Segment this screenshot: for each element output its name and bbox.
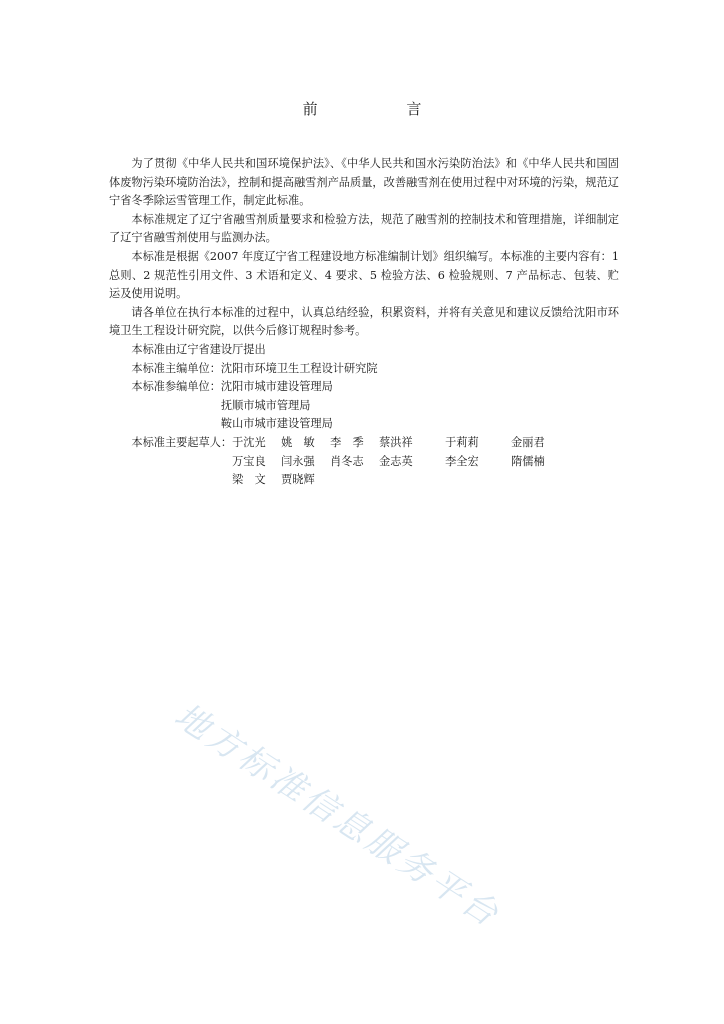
drafters-row bbox=[109, 434, 619, 490]
drafter-name: 金丽君 bbox=[511, 435, 545, 449]
drafter-name: 于莉莉 bbox=[445, 435, 479, 449]
page-title: 前 言 bbox=[302, 100, 464, 118]
drafter-name: 姚 敏 bbox=[281, 435, 315, 449]
drafter-name: 金志英 bbox=[379, 454, 413, 468]
co-editor-unit: 沈阳市城市建设管理局 bbox=[220, 380, 333, 394]
drafter-name: 万宝良 bbox=[232, 454, 266, 468]
drafter-name: 闫永强 bbox=[281, 454, 315, 468]
drafter-name: 李 季 bbox=[330, 435, 364, 449]
drafters-list bbox=[232, 434, 571, 490]
foreword-body bbox=[109, 155, 619, 490]
watermark: 地方标准信息服务平台 bbox=[167, 695, 508, 937]
chief-editor-row bbox=[109, 360, 619, 379]
co-editors-list bbox=[221, 378, 333, 434]
paragraph-purpose: 为了贯彻《中华人民共和国环境保护法》、《中华人民共和国水污染防治法》和《中华人民共和国固体废物污染环境防治法》，控制和提高融雪剂产品质量，改善融雪剂在使用过程中对环境的污染，规范辽宁省冬季除运雪管理工作，制定此标准。 bbox=[109, 157, 619, 208]
paragraph-scope: 本标准规定了辽宁省融雪剂质量要求和检验方法，规范了融雪剂的控制技术和管理措施，详细制定了辽宁省融雪剂使用与监测办法。 bbox=[109, 212, 619, 245]
paragraph-basis: 本标准是根据《2007 年度辽宁省工程建设地方标准编制计划》组织编写。本标准的主要内容有：1 总则、2 规范性引用文件、3 术语和定义、4 要求、5 检验方法、6 检验规则、7 产品标志、包装、贮运及使用说明。 bbox=[109, 249, 619, 301]
paragraph-feedback: 请各单位在执行本标准的过程中，认真总结经验，积累资料，并将有关意见和建议反馈给沈阳市环境卫生工程设计研究院，以供今后修订规程时参考。 bbox=[109, 305, 619, 338]
drafter-name: 李全宏 bbox=[445, 454, 479, 468]
chief-editor-value: 沈阳市环境卫生工程设计研究院 bbox=[220, 361, 378, 375]
drafters-label: 本标准主要起草人： bbox=[131, 435, 233, 449]
drafter-name: 蔡洪祥 bbox=[379, 435, 413, 449]
drafter-name: 隋儒楠 bbox=[511, 454, 545, 468]
co-editor-unit: 抚顺市城市管理局 bbox=[220, 398, 311, 412]
drafter-name: 贾晓辉 bbox=[281, 473, 315, 487]
drafter-name: 梁 文 bbox=[232, 473, 266, 487]
drafter-name: 于沈光 bbox=[232, 435, 266, 449]
co-editors-label: 本标准参编单位： bbox=[131, 380, 221, 394]
paragraph-proposer: 本标准由辽宁省建设厅提出 bbox=[131, 342, 266, 356]
drafter-name: 肖冬志 bbox=[330, 454, 364, 468]
co-editors-row bbox=[109, 378, 619, 434]
chief-editor-label: 本标准主编单位： bbox=[131, 361, 221, 375]
co-editor-unit: 鞍山市城市建设管理局 bbox=[220, 417, 333, 431]
